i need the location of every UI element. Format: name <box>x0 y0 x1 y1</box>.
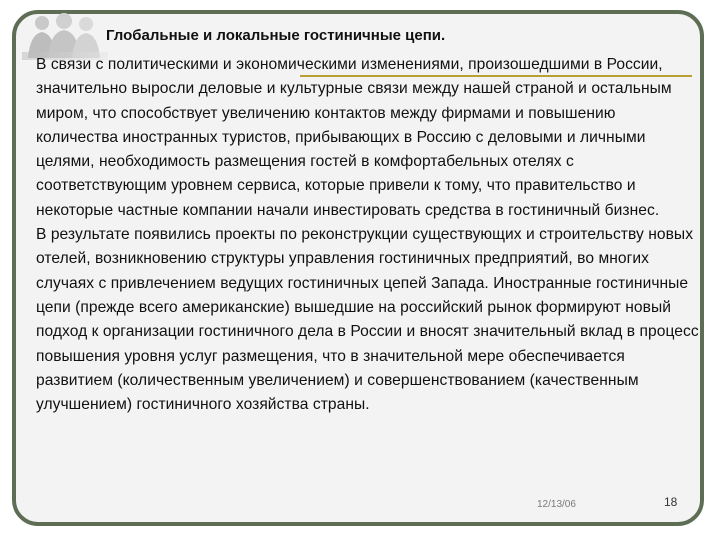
page-number: 18 <box>664 495 678 509</box>
body-paragraph-1: В связи с политическими и экономическими изменениями, произошедшими в России, значительно выросли деловые и культурные связи между нашей страной и остальным миром, что способствует увеличению контактов между фирмами и повышению количества иностранных туристов, прибывающих в Россию с деловыми и личными целями, необходимость размещения гостей в комфортабельных отелях с соответствующим уровнем сервиса, которые привели к тому, что правительство и некоторые частные компании начали инвестировать средства в гостиничный бизнес. <box>36 56 672 219</box>
slide-date: 12/13/06 <box>537 499 576 510</box>
slide-body <box>36 53 700 417</box>
slide-title: Глобальные и локальные гостиничные цепи. <box>106 27 446 44</box>
body-paragraph-2: В результате появились проекты по реконструкции существующих и строительству новых отелей, возникновению структуры управления гостиничных предприятий, во многих случаях с привлечением ведущих гостиничных цепей Запада. Иностранные гостиничные цепи (прежде всего американские) вышедшие на российский рынок формируют новый подход к организации гостиничного дела в России и вносят значительный вклад в процесс повышения уровня услуг размещения, что в значительной мере обеспечивается развитием (количественным увеличением) и совершенствованием (качественным улучшением) гостиничного хозяйства страны. <box>36 226 699 414</box>
